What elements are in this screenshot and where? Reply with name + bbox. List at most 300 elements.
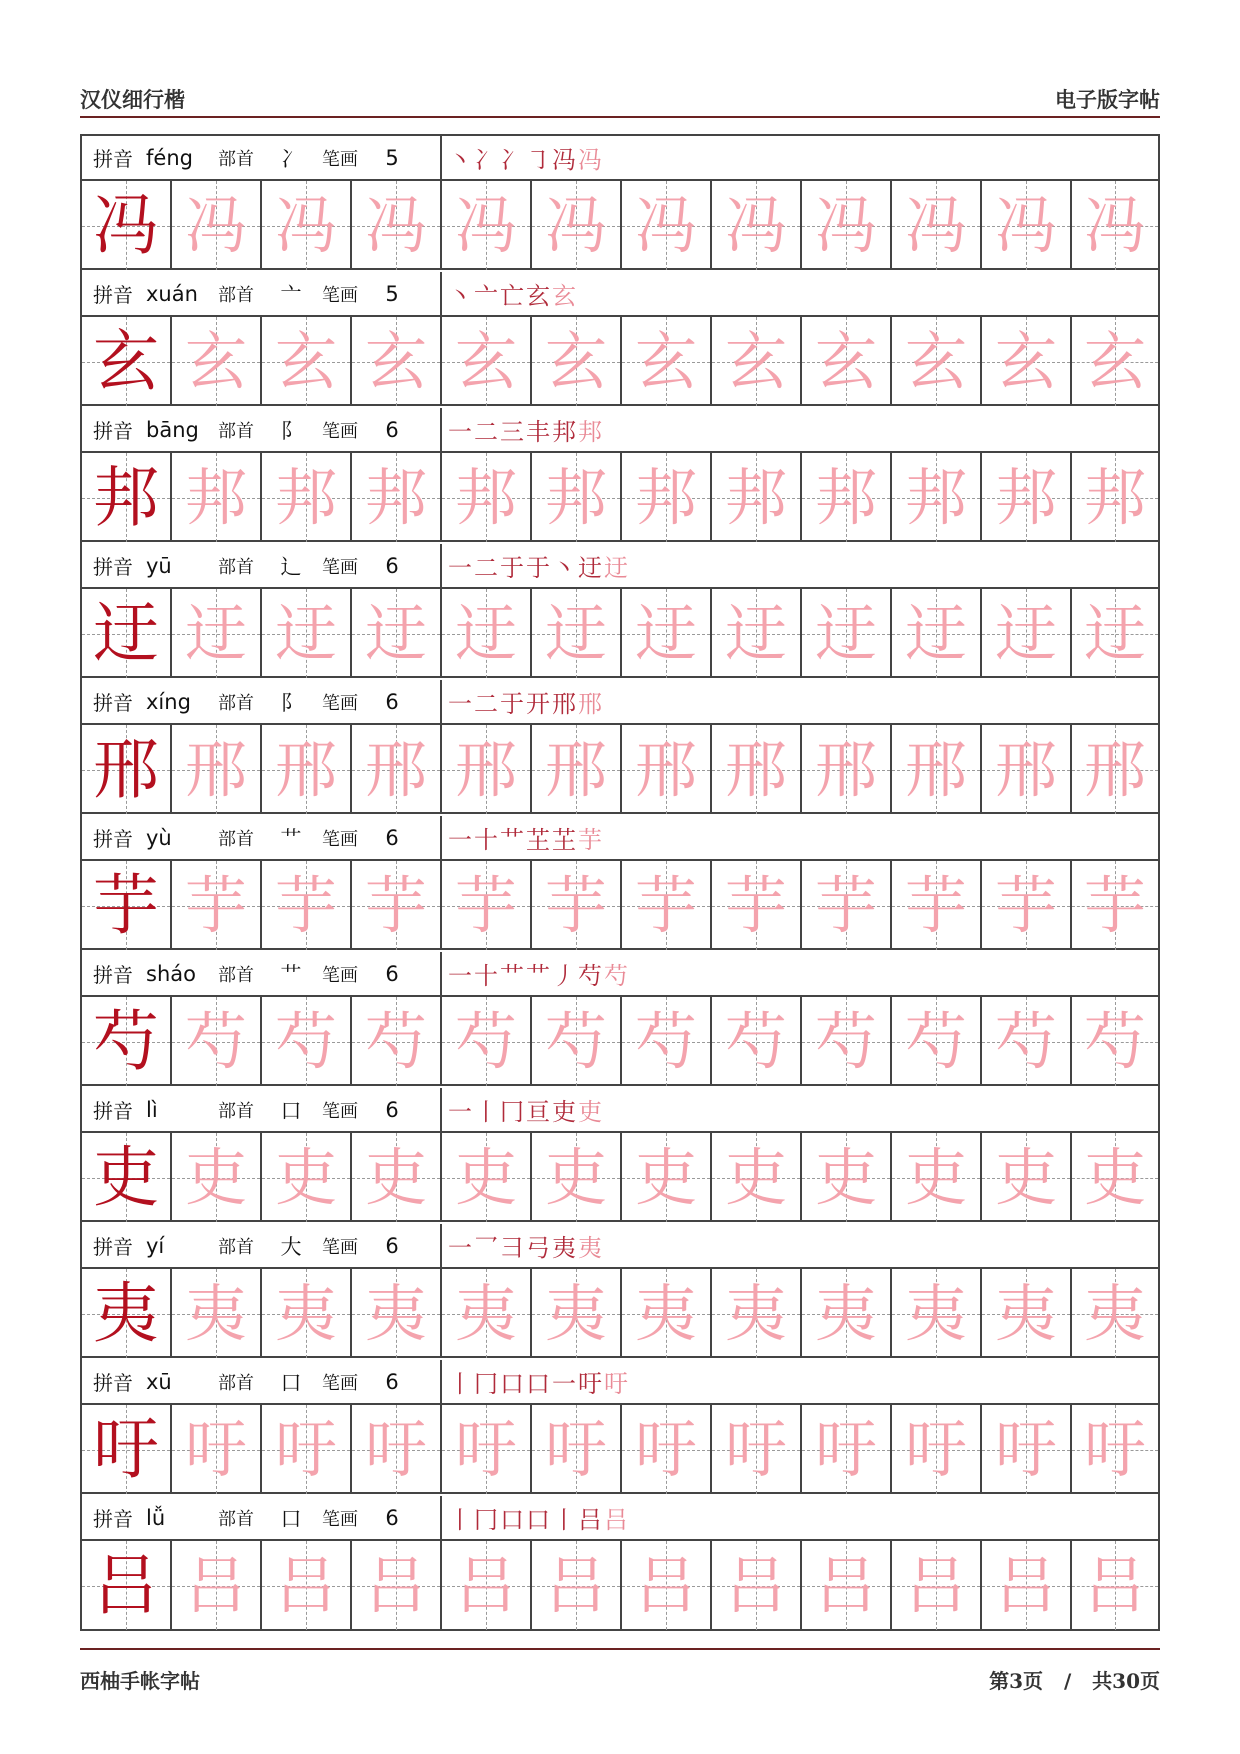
character-info xyxy=(82,408,442,451)
tracing-character: 夷 xyxy=(634,1276,697,1350)
tracing-cell xyxy=(802,1541,892,1630)
tracing-character: 夷 xyxy=(544,1276,607,1350)
model-character: 迂 xyxy=(93,594,159,672)
stroke-step: 艹 xyxy=(500,826,526,854)
tracing-cell xyxy=(712,1269,802,1358)
radical-label: 部首 xyxy=(218,284,254,306)
strokes-label: 笔画 xyxy=(322,1100,358,1122)
pinyin-label: 拼音 xyxy=(93,419,133,443)
model-character-cell xyxy=(82,1133,172,1222)
practice-row xyxy=(82,1405,1158,1494)
page-separator: / xyxy=(1063,1668,1072,1693)
pinyin-value: xíng xyxy=(146,689,191,714)
stroke-step: 于丶 xyxy=(526,554,578,582)
tracing-character: 邢 xyxy=(634,732,697,806)
tracing-cell xyxy=(622,453,712,542)
model-character-cell xyxy=(82,725,172,814)
character-info xyxy=(82,1224,442,1267)
stroke-step: 一 xyxy=(448,1098,474,1126)
tracing-cell xyxy=(262,589,352,678)
model-character: 吁 xyxy=(93,1410,159,1488)
tracing-character: 冯 xyxy=(1083,188,1146,262)
radical-value: 冫 xyxy=(280,146,302,171)
tracing-character: 吕 xyxy=(1083,1548,1146,1622)
tracing-cell xyxy=(892,1269,982,1358)
tracing-character: 冯 xyxy=(724,188,787,262)
tracing-cell xyxy=(1072,861,1158,950)
stroke-order xyxy=(442,816,1158,859)
character-entry xyxy=(82,544,1158,680)
stroke-step: 一 xyxy=(448,962,474,990)
tracing-character: 邦 xyxy=(544,460,607,534)
character-entry xyxy=(82,680,1158,816)
tracing-character: 芍 xyxy=(634,1004,697,1078)
stroke-step: 吁 xyxy=(604,1370,630,1398)
tracing-character: 玄 xyxy=(724,324,787,398)
character-info xyxy=(82,816,442,859)
tracing-character: 邦 xyxy=(724,460,787,534)
stroke-order xyxy=(442,1496,1158,1539)
stroke-step: 艹丿 xyxy=(526,962,578,990)
character-entry xyxy=(82,1224,1158,1360)
stroke-step: 芍 xyxy=(578,962,604,990)
stroke-step: 十 xyxy=(474,962,500,990)
strokes-label: 笔画 xyxy=(322,1236,358,1258)
pinyin-value: xū xyxy=(146,1369,172,1394)
tracing-character: 吏 xyxy=(454,1140,517,1214)
strokes-value: 6 xyxy=(385,689,399,714)
tracing-cell xyxy=(352,1541,442,1630)
page-header xyxy=(80,78,1160,114)
stroke-step: 口 xyxy=(500,1506,526,1534)
tracing-cell xyxy=(1072,1133,1158,1222)
model-character-cell xyxy=(82,453,172,542)
tracing-cell xyxy=(442,589,532,678)
tracing-character: 芍 xyxy=(994,1004,1057,1078)
tracing-cell xyxy=(982,453,1072,542)
model-character-cell xyxy=(82,1269,172,1358)
tracing-cell xyxy=(172,1133,262,1222)
tracing-character: 邢 xyxy=(1083,732,1146,806)
tracing-character: 邦 xyxy=(994,460,1057,534)
stroke-order xyxy=(442,408,1158,451)
strokes-label: 笔画 xyxy=(322,964,358,986)
practice-row xyxy=(82,861,1158,950)
pinyin-value: xuán xyxy=(146,281,198,306)
tracing-cell xyxy=(532,589,622,678)
model-character: 芍 xyxy=(93,1002,159,1080)
info-row xyxy=(82,272,1158,317)
tracing-character: 吁 xyxy=(814,1412,877,1486)
stroke-step: 芏 xyxy=(526,826,552,854)
stroke-step: 一 xyxy=(448,826,474,854)
tracing-character: 邦 xyxy=(274,460,337,534)
stroke-step: 吏 xyxy=(552,1098,578,1126)
tracing-character: 冯 xyxy=(634,188,697,262)
character-entry xyxy=(82,1088,1158,1224)
tracing-cell xyxy=(262,317,352,406)
radical-label: 部首 xyxy=(218,1372,254,1394)
practice-row xyxy=(82,1269,1158,1358)
character-info xyxy=(82,544,442,587)
tracing-character: 吕 xyxy=(454,1548,517,1622)
tracing-cell xyxy=(802,181,892,270)
tracing-character: 冯 xyxy=(364,188,427,262)
model-character: 夷 xyxy=(93,1274,159,1352)
strokes-value: 6 xyxy=(385,825,399,850)
tracing-cell xyxy=(802,453,892,542)
stroke-step: 口 xyxy=(500,1370,526,1398)
tracing-character: 吕 xyxy=(724,1548,787,1622)
strokes-value: 6 xyxy=(385,1097,399,1122)
tracing-character: 芍 xyxy=(364,1004,427,1078)
tracing-cell xyxy=(1072,1405,1158,1494)
stroke-step: 夷 xyxy=(552,1234,578,1262)
pinyin-label: 拼音 xyxy=(93,1371,133,1395)
tracing-character: 玄 xyxy=(274,324,337,398)
pinyin-value: yí xyxy=(146,1233,165,1258)
tracing-cell xyxy=(172,1405,262,1494)
tracing-character: 芋 xyxy=(634,868,697,942)
tracing-character: 夷 xyxy=(364,1276,427,1350)
tracing-cell xyxy=(982,181,1072,270)
tracing-character: 邢 xyxy=(904,732,967,806)
tracing-cell xyxy=(172,725,262,814)
stroke-step: 邢 xyxy=(552,690,578,718)
tracing-character: 玄 xyxy=(544,324,607,398)
tracing-character: 迂 xyxy=(544,596,607,670)
tracing-character: 吕 xyxy=(904,1548,967,1622)
tracing-cell xyxy=(982,1405,1072,1494)
tracing-character: 迂 xyxy=(904,596,967,670)
tracing-cell xyxy=(1072,453,1158,542)
tracing-character: 冯 xyxy=(814,188,877,262)
practice-row xyxy=(82,589,1158,678)
edition-label: 电子版字帖 xyxy=(1055,87,1160,112)
strokes-value: 6 xyxy=(385,1233,399,1258)
tracing-character: 邦 xyxy=(904,460,967,534)
header-divider xyxy=(80,116,1160,118)
tracing-cell xyxy=(442,725,532,814)
pinyin-label: 拼音 xyxy=(93,827,133,851)
strokes-label: 笔画 xyxy=(322,148,358,170)
tracing-character: 夷 xyxy=(994,1276,1057,1350)
tracing-cell xyxy=(262,1405,352,1494)
tracing-cell xyxy=(622,997,712,1086)
tracing-character: 芍 xyxy=(274,1004,337,1078)
character-entry xyxy=(82,1360,1158,1496)
model-character: 吕 xyxy=(93,1546,159,1624)
tracing-cell xyxy=(892,1405,982,1494)
radical-value: 口 xyxy=(280,1370,302,1395)
pinyin-value: lì xyxy=(146,1097,158,1122)
tracing-cell xyxy=(802,861,892,950)
tracing-character: 夷 xyxy=(814,1276,877,1350)
tracing-character: 吏 xyxy=(814,1140,877,1214)
stroke-step: 芍 xyxy=(604,962,630,990)
stroke-order xyxy=(442,1088,1158,1131)
tracing-character: 吁 xyxy=(634,1412,697,1486)
stroke-step: 冂 xyxy=(500,1098,526,1126)
stroke-step: 玄 xyxy=(526,282,552,310)
stroke-step: 迂 xyxy=(578,554,604,582)
tracing-character: 吏 xyxy=(994,1140,1057,1214)
tracing-character: 夷 xyxy=(454,1276,517,1350)
tracing-character: 迂 xyxy=(454,596,517,670)
tracing-character: 迂 xyxy=(994,596,1057,670)
current-page: 第3页 xyxy=(989,1668,1044,1693)
strokes-value: 6 xyxy=(385,417,399,442)
tracing-cell xyxy=(712,589,802,678)
tracing-cell xyxy=(262,1133,352,1222)
tracing-character: 吕 xyxy=(364,1548,427,1622)
tracing-cell xyxy=(532,1269,622,1358)
model-character-cell xyxy=(82,997,172,1086)
tracing-cell xyxy=(172,997,262,1086)
tracing-character: 吕 xyxy=(544,1548,607,1622)
character-info xyxy=(82,1496,442,1539)
tracing-cell xyxy=(352,453,442,542)
stroke-step: 丨 xyxy=(474,1098,500,1126)
tracing-character: 邦 xyxy=(184,460,247,534)
tracing-cell xyxy=(622,1405,712,1494)
tracing-cell xyxy=(982,1269,1072,1358)
footer-divider xyxy=(80,1648,1160,1650)
stroke-step: 二 xyxy=(474,690,500,718)
pinyin-label: 拼音 xyxy=(93,147,133,171)
tracing-character: 吁 xyxy=(184,1412,247,1486)
character-entry xyxy=(82,136,1158,272)
tracing-character: 芍 xyxy=(814,1004,877,1078)
tracing-cell xyxy=(712,1405,802,1494)
tracing-cell xyxy=(442,1133,532,1222)
info-row xyxy=(82,1496,1158,1541)
tracing-cell xyxy=(172,1269,262,1358)
model-character: 邢 xyxy=(93,730,159,808)
tracing-cell xyxy=(982,1541,1072,1630)
tracing-cell xyxy=(712,317,802,406)
tracing-cell xyxy=(262,725,352,814)
stroke-order xyxy=(442,1224,1158,1267)
stroke-step: 邢 xyxy=(578,690,604,718)
tracing-cell xyxy=(262,861,352,950)
tracing-cell xyxy=(442,1269,532,1358)
tracing-character: 邢 xyxy=(184,732,247,806)
tracing-character: 玄 xyxy=(994,324,1057,398)
tracing-cell xyxy=(712,1541,802,1630)
stroke-order xyxy=(442,544,1158,587)
stroke-step: 开 xyxy=(526,690,552,718)
stroke-step: 彐 xyxy=(500,1234,526,1262)
tracing-character: 吏 xyxy=(544,1140,607,1214)
tracing-character: 玄 xyxy=(184,324,247,398)
tracing-character: 冯 xyxy=(994,188,1057,262)
tracing-cell xyxy=(982,589,1072,678)
radical-label: 部首 xyxy=(218,1508,254,1530)
stroke-step: 丶 xyxy=(448,282,474,310)
tracing-character: 吁 xyxy=(724,1412,787,1486)
tracing-cell xyxy=(802,725,892,814)
stroke-step: 乛 xyxy=(474,1234,500,1262)
info-row xyxy=(82,544,1158,589)
tracing-cell xyxy=(442,181,532,270)
stroke-step: 冫㇆ xyxy=(500,146,552,174)
tracing-cell xyxy=(172,453,262,542)
tracing-character: 冯 xyxy=(544,188,607,262)
character-entry xyxy=(82,816,1158,952)
model-character: 邦 xyxy=(93,458,159,536)
tracing-cell xyxy=(802,317,892,406)
tracing-cell xyxy=(532,725,622,814)
tracing-character: 芋 xyxy=(544,868,607,942)
model-character-cell xyxy=(82,589,172,678)
stroke-step: 于 xyxy=(500,690,526,718)
tracing-cell xyxy=(1072,317,1158,406)
tracing-cell xyxy=(1072,1269,1158,1358)
tracing-cell xyxy=(172,181,262,270)
pinyin-label: 拼音 xyxy=(93,1235,133,1259)
stroke-step: 艹 xyxy=(500,962,526,990)
tracing-character: 芋 xyxy=(814,868,877,942)
stroke-order xyxy=(442,1360,1158,1403)
pinyin-value: lǚ xyxy=(146,1505,166,1530)
strokes-label: 笔画 xyxy=(322,1372,358,1394)
tracing-character: 邦 xyxy=(454,460,517,534)
tracing-cell xyxy=(712,181,802,270)
tracing-cell xyxy=(442,1405,532,1494)
tracing-cell xyxy=(982,317,1072,406)
tracing-cell xyxy=(712,725,802,814)
stroke-step: 冂 xyxy=(474,1506,500,1534)
tracing-character: 吕 xyxy=(634,1548,697,1622)
tracing-cell xyxy=(802,1269,892,1358)
radical-label: 部首 xyxy=(218,420,254,442)
radical-label: 部首 xyxy=(218,692,254,714)
stroke-step: 一 xyxy=(448,690,474,718)
practice-row xyxy=(82,725,1158,814)
page-footer xyxy=(80,1664,1160,1694)
tracing-cell xyxy=(802,1133,892,1222)
brand-name: 西柚手帐字帖 xyxy=(80,1668,200,1693)
tracing-character: 吕 xyxy=(184,1548,247,1622)
tracing-cell xyxy=(712,997,802,1086)
stroke-step: 丨 xyxy=(448,1370,474,1398)
tracing-character: 迂 xyxy=(724,596,787,670)
info-row xyxy=(82,1360,1158,1405)
tracing-character: 芋 xyxy=(1083,868,1146,942)
stroke-step: 一 xyxy=(448,554,474,582)
stroke-step: 冫 xyxy=(474,146,500,174)
stroke-order xyxy=(442,952,1158,995)
model-character: 芋 xyxy=(93,866,159,944)
pinyin-value: sháo xyxy=(146,961,196,986)
strokes-value: 5 xyxy=(385,145,399,170)
tracing-character: 玄 xyxy=(634,324,697,398)
tracing-cell xyxy=(622,317,712,406)
tracing-character: 邦 xyxy=(634,460,697,534)
stroke-step: 三 xyxy=(500,418,526,446)
tracing-character: 吏 xyxy=(724,1140,787,1214)
tracing-cell xyxy=(892,589,982,678)
tracing-cell xyxy=(532,861,622,950)
stroke-step: 十 xyxy=(474,826,500,854)
radical-value: 艹 xyxy=(280,826,302,851)
tracing-cell xyxy=(802,997,892,1086)
character-entry xyxy=(82,408,1158,544)
tracing-character: 吕 xyxy=(274,1548,337,1622)
tracing-cell xyxy=(982,1133,1072,1222)
model-character-cell xyxy=(82,1541,172,1630)
tracing-cell xyxy=(262,997,352,1086)
tracing-character: 迂 xyxy=(364,596,427,670)
stroke-step: 吕 xyxy=(604,1506,630,1534)
practice-sheet xyxy=(80,134,1160,1631)
tracing-cell xyxy=(172,317,262,406)
radical-value: 阝 xyxy=(280,690,302,715)
tracing-character: 吁 xyxy=(994,1412,1057,1486)
pinyin-value: yù xyxy=(146,825,172,850)
model-character-cell xyxy=(82,861,172,950)
tracing-character: 吏 xyxy=(184,1140,247,1214)
radical-label: 部首 xyxy=(218,828,254,850)
tracing-cell xyxy=(982,861,1072,950)
stroke-step: 吏 xyxy=(578,1098,604,1126)
tracing-character: 吕 xyxy=(814,1548,877,1622)
practice-row xyxy=(82,997,1158,1086)
radical-label: 部首 xyxy=(218,556,254,578)
tracing-character: 邢 xyxy=(364,732,427,806)
pinyin-value: yū xyxy=(146,553,172,578)
tracing-cell xyxy=(532,1405,622,1494)
stroke-order xyxy=(442,136,1158,179)
radical-value: 亠 xyxy=(280,282,302,307)
tracing-character: 迂 xyxy=(814,596,877,670)
strokes-value: 6 xyxy=(385,961,399,986)
character-info xyxy=(82,136,442,179)
tracing-character: 玄 xyxy=(1083,324,1146,398)
tracing-character: 吕 xyxy=(994,1548,1057,1622)
tracing-character: 芋 xyxy=(274,868,337,942)
stroke-step: 口丨 xyxy=(526,1506,578,1534)
tracing-character: 芋 xyxy=(454,868,517,942)
character-info xyxy=(82,1088,442,1131)
info-row xyxy=(82,952,1158,997)
tracing-cell xyxy=(532,181,622,270)
strokes-label: 笔画 xyxy=(322,556,358,578)
tracing-character: 邢 xyxy=(454,732,517,806)
stroke-step: 冂 xyxy=(474,1370,500,1398)
tracing-character: 迂 xyxy=(184,596,247,670)
tracing-cell xyxy=(442,1541,532,1630)
tracing-character: 吏 xyxy=(634,1140,697,1214)
tracing-character: 吏 xyxy=(274,1140,337,1214)
stroke-step: 弓 xyxy=(526,1234,552,1262)
pinyin-label: 拼音 xyxy=(93,1099,133,1123)
tracing-character: 吁 xyxy=(1083,1412,1146,1486)
character-entry xyxy=(82,272,1158,408)
stroke-step: 吕 xyxy=(578,1506,604,1534)
character-info xyxy=(82,1360,442,1403)
tracing-character: 迂 xyxy=(1083,596,1146,670)
tracing-cell xyxy=(892,181,982,270)
tracing-character: 夷 xyxy=(1083,1276,1146,1350)
tracing-cell xyxy=(1072,725,1158,814)
stroke-order xyxy=(442,272,1158,315)
tracing-character: 玄 xyxy=(904,324,967,398)
info-row xyxy=(82,680,1158,725)
strokes-value: 5 xyxy=(385,281,399,306)
tracing-character: 芍 xyxy=(544,1004,607,1078)
